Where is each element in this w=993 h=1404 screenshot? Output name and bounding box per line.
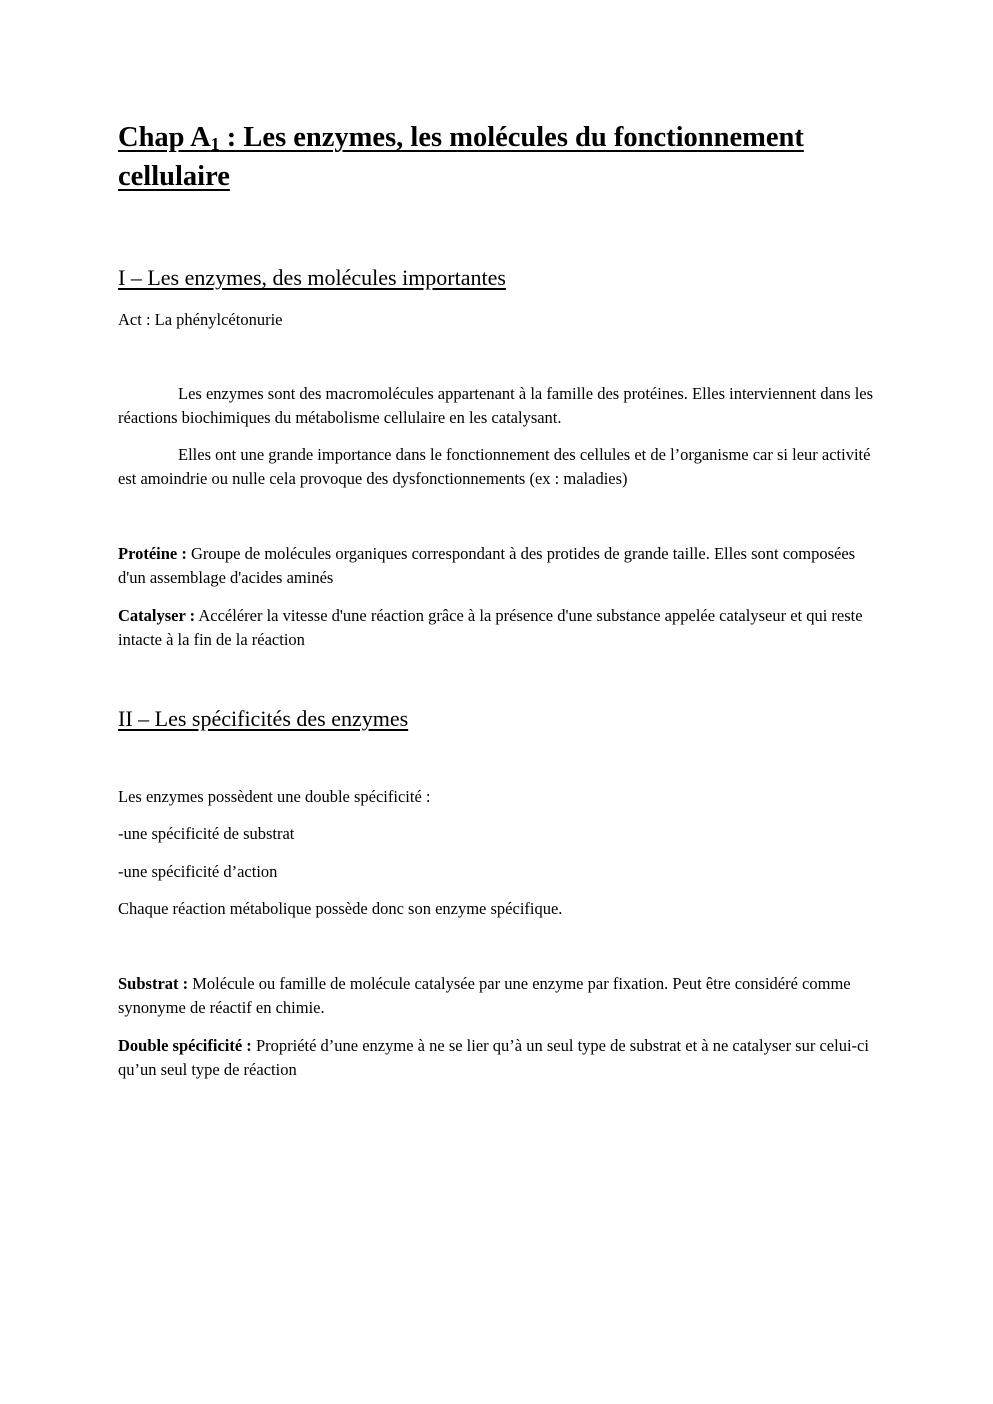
definition-text: Propriété d’une enzyme à ne se lier qu’à un seul type de substrat et à ne catalyser sur celui-ci qu’un seul type de réaction <box>118 1036 869 1079</box>
definition-term: Protéine : <box>118 544 187 563</box>
activity-line: Act : La phénylcétonurie <box>118 310 283 329</box>
definition-term: Substrat : <box>118 974 189 993</box>
definition-text: Groupe de molécules organiques correspondant à des protides de grande taille. Elles sont composées d'un assemblage d'acides aminés <box>118 544 856 587</box>
definition-text: Accélérer la vitesse d'une réaction grâce à la présence d'une substance appelée catalyseur et qui reste intacte à la fin de la réaction <box>118 606 863 649</box>
definition-catalyser <box>118 604 878 652</box>
section1-paragraph2: Elles ont une grande importance dans le fonctionnement des cellules et de l’organisme car si leur activité est amoindrie ou nulle cela provoque des dysfonctionnements (ex : maladies) <box>118 445 871 488</box>
definition-text: Molécule ou famille de molécule catalysée par une enzyme par fixation. Peut être considéré comme synonyme de réactif en chimie. <box>118 974 851 1017</box>
section1-paragraph1: Les enzymes sont des macromolécules appartenant à la famille des protéines. Elles interviennent dans les réactions biochimiques du métabolisme cellulaire en les catalysant. <box>118 384 874 427</box>
list-item: -une spécificité d’action <box>118 862 278 881</box>
section2-intro: Les enzymes possèdent une double spécificité : <box>118 787 431 806</box>
list-item: -une spécificité de substrat <box>118 824 295 843</box>
definition-term: Double spécificité : <box>118 1036 252 1055</box>
definition-proteine <box>118 542 878 590</box>
page-title <box>118 118 878 196</box>
section1-heading: I – Les enzymes, des molécules importantes <box>118 265 506 290</box>
definition-term: Catalyser : <box>118 606 196 625</box>
section2-heading: II – Les spécificités des enzymes <box>118 706 409 731</box>
title-prefix: Chap A <box>118 122 211 153</box>
section2-conclusion: Chaque réaction métabolique possède donc son enzyme spécifique. <box>118 899 563 918</box>
definition-substrat <box>118 972 878 1020</box>
definition-double-specificite <box>118 1034 878 1082</box>
title-suffix: : Les enzymes, les molécules du fonctionnement cellulaire <box>118 122 804 192</box>
title-subscript: 1 <box>210 134 220 154</box>
